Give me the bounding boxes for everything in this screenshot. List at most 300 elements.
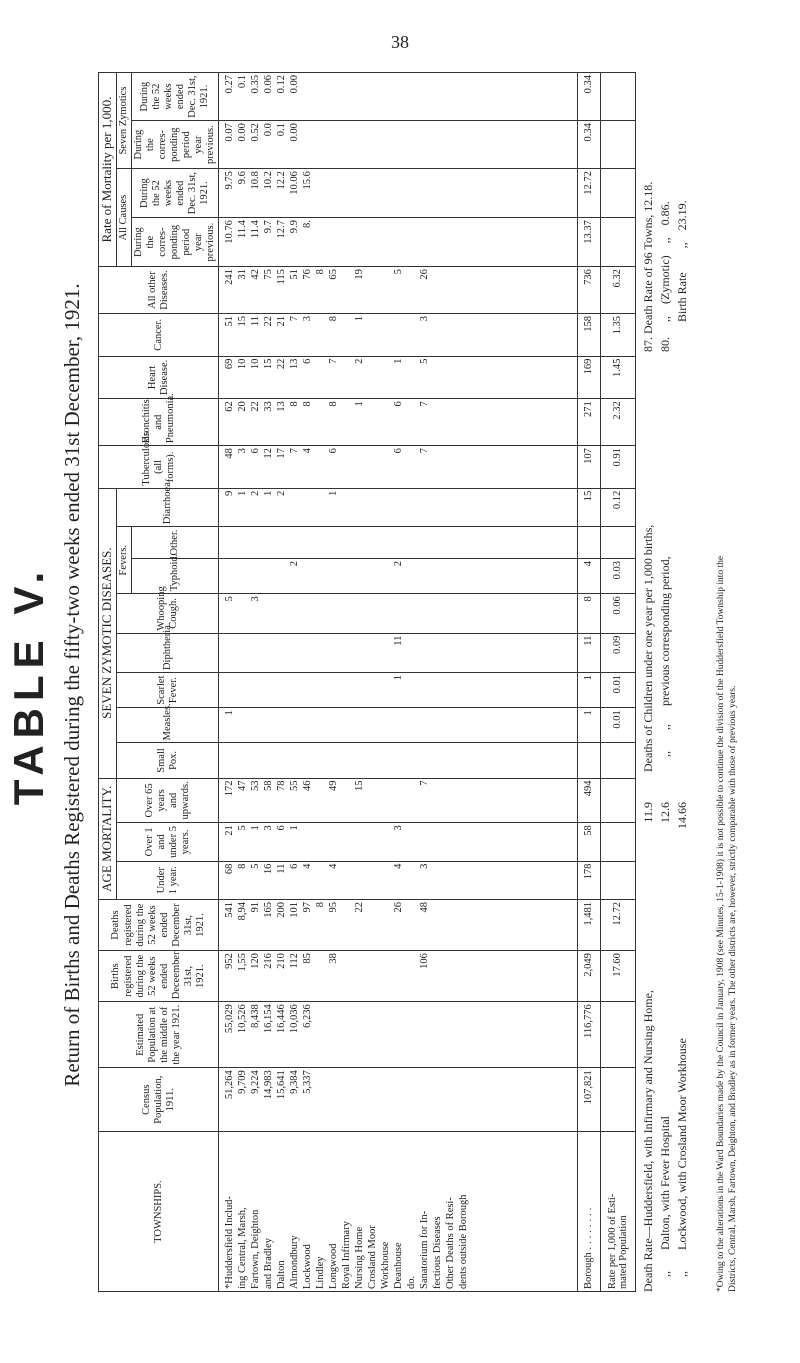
- rate-over65: [600, 778, 635, 823]
- tuberculosis-cell: [219, 446, 577, 489]
- cell-value: [340, 710, 353, 740]
- cell-value: [353, 710, 366, 740]
- cell-value: 10: [237, 358, 249, 370]
- footer-death-rate-value: 11.9: [641, 802, 655, 823]
- cell-value: 12.7: [276, 220, 288, 239]
- header-smallpox: Small Pox.: [116, 743, 219, 778]
- cell-value: 76: [302, 269, 314, 280]
- cell-value: [418, 75, 431, 118]
- cell-value: 13: [276, 401, 288, 412]
- header-tuberculosis: Tuberculosis (all forms).: [99, 446, 219, 489]
- cell-value: 0.07: [224, 123, 236, 142]
- borough-ac-cur: 12.72: [577, 169, 600, 218]
- cell-value: [314, 75, 327, 118]
- cell-value: [340, 596, 353, 630]
- cell-value: [327, 220, 340, 264]
- cell-value: [262, 596, 275, 630]
- borough-1to5: 58: [577, 823, 600, 861]
- cell-value: 3: [419, 863, 431, 869]
- cell-value: [366, 745, 379, 775]
- cell-value: [249, 561, 262, 591]
- cell-value: [418, 123, 431, 166]
- cell-value: [288, 491, 301, 524]
- cell-value: 9,709: [237, 1070, 249, 1094]
- cell-value: 51: [289, 269, 301, 280]
- cell-value: 19: [354, 269, 366, 280]
- header-deaths: Deaths registered during the 52 weeks ended December 31st, 1921.: [99, 899, 219, 950]
- cell-value: [366, 401, 379, 443]
- cell-value: 53: [250, 780, 262, 792]
- cell-value: [392, 75, 405, 118]
- cell-value: 7: [289, 315, 301, 322]
- cell-value: [340, 953, 353, 999]
- cell-value: 10.06: [289, 171, 301, 195]
- cell-value: [366, 781, 379, 821]
- cell-value: [379, 448, 392, 486]
- footer-towns-rate: Birth Rate ,, 23.19.: [675, 200, 689, 352]
- township-name: Sanatorium for In-: [419, 1210, 431, 1289]
- cell-value: 2: [393, 561, 405, 567]
- cell-value: [249, 710, 262, 740]
- cell-value: [379, 401, 392, 443]
- footer-line: [640, 72, 657, 1292]
- cell-value: 5,337: [302, 1070, 314, 1094]
- cell-value: [366, 902, 379, 948]
- cell-value: 165: [263, 901, 275, 918]
- one-to-5-cell: [219, 823, 577, 861]
- borough-ac-prev: 13.37: [577, 218, 600, 267]
- cell-value: [314, 220, 327, 264]
- cell-value: [353, 123, 366, 166]
- all-causes-prev-cell: [219, 218, 577, 267]
- cell-value: 4: [393, 863, 405, 869]
- cell-value: [223, 529, 236, 556]
- cell-value: [236, 745, 249, 775]
- all-other-cell: [219, 267, 577, 314]
- cell-value: [340, 401, 353, 443]
- cell-value: 48: [419, 901, 431, 913]
- cell-value: 1: [250, 825, 262, 831]
- header-over65: Over 65 years and upwards.: [116, 778, 219, 823]
- cell-value: [392, 1004, 405, 1065]
- cell-value: [379, 781, 392, 821]
- cell-value: [418, 710, 431, 740]
- cell-value: 5: [250, 863, 262, 869]
- cell-value: [314, 359, 327, 397]
- footer-death-rate-label: ,, Dalton, with Fever Hospital: [658, 1116, 672, 1292]
- cell-value: [366, 710, 379, 740]
- borough-row: [577, 73, 600, 1292]
- cell-value: [366, 596, 379, 630]
- cell-value: 3: [393, 825, 405, 831]
- cell-value: 1: [224, 710, 236, 716]
- cell-value: [418, 491, 431, 524]
- cell-value: [379, 864, 392, 897]
- borough-diphtheria: 11: [577, 633, 600, 672]
- header-ac-cur: During the 52 weeks ended Dec. 31st, 1921.: [132, 169, 219, 218]
- header-measles: Measles.: [116, 708, 219, 743]
- cell-value: 22: [276, 358, 288, 370]
- borough-census: 107,821: [577, 1068, 600, 1132]
- cell-value: 0.00: [237, 123, 249, 142]
- cell-value: [275, 596, 288, 630]
- cell-value: [418, 1070, 431, 1129]
- cell-value: 22: [354, 901, 366, 913]
- cell-value: 8: [315, 901, 327, 908]
- cell-value: [314, 596, 327, 630]
- cell-value: 0.00: [289, 123, 301, 142]
- cell-value: 68: [224, 863, 236, 875]
- cell-value: 7: [419, 448, 431, 454]
- borough-estimated: 116,776: [577, 1002, 600, 1068]
- cell-value: [249, 636, 262, 670]
- cell-value: [236, 710, 249, 740]
- cell-value: [327, 745, 340, 775]
- cell-value: 15: [263, 358, 275, 370]
- cell-value: [340, 1004, 353, 1065]
- cell-value: [288, 596, 301, 630]
- cell-value: [275, 675, 288, 705]
- footer-infant-label: [674, 352, 691, 772]
- cell-value: [262, 710, 275, 740]
- footer-line: [674, 72, 691, 1292]
- cell-value: [366, 171, 379, 215]
- cell-value: [275, 561, 288, 591]
- cell-value: [418, 636, 431, 670]
- cell-value: [314, 401, 327, 443]
- borough-typhoid: 4: [577, 559, 600, 594]
- page-number: 38: [391, 32, 409, 52]
- cell-value: 4: [302, 448, 314, 454]
- cell-value: [405, 1070, 418, 1129]
- cell-value: 3: [250, 596, 262, 602]
- rate-diphtheria: 0.09: [600, 633, 635, 672]
- all-causes-cur-cell: [219, 169, 577, 218]
- cell-value: 952: [224, 953, 236, 969]
- cell-value: [392, 316, 405, 354]
- cell-value: 6: [276, 825, 288, 831]
- cell-value: [327, 675, 340, 705]
- borough-smallpox: [577, 743, 600, 778]
- cell-value: [327, 561, 340, 591]
- cell-value: 10.8: [250, 171, 262, 190]
- cell-value: 8: [289, 401, 301, 407]
- rate-measles: 0.01: [600, 708, 635, 743]
- cell-value: 2: [276, 490, 288, 496]
- cell-value: [353, 1070, 366, 1129]
- township-name: Deanhouse: [393, 1242, 405, 1289]
- zymotic-prev-cell: [219, 121, 577, 169]
- cell-value: [353, 491, 366, 524]
- cell-value: [340, 675, 353, 705]
- rate-label: [600, 1132, 635, 1292]
- cell-value: [392, 1070, 405, 1129]
- cell-value: [366, 675, 379, 705]
- footer-death-rate-value: 12.6: [658, 802, 672, 823]
- cell-value: 0.1: [276, 123, 288, 137]
- cell-value: [366, 1070, 379, 1129]
- cell-value: [288, 675, 301, 705]
- cell-value: 1: [263, 490, 275, 496]
- cell-value: [353, 1004, 366, 1065]
- cell-value: [327, 1070, 340, 1129]
- cell-value: 10.2: [263, 171, 275, 190]
- header-z-cur: During the 52 weeks ended Dec. 31st, 1921.: [132, 73, 219, 121]
- cell-value: [418, 825, 431, 858]
- rate-estimated: [600, 1002, 635, 1068]
- cell-value: 11: [250, 315, 262, 327]
- header-seven-zymotics: Seven Zymotics: [116, 73, 131, 169]
- cell-value: [340, 864, 353, 897]
- cell-value: [405, 953, 418, 999]
- cell-value: 21: [276, 315, 288, 327]
- cell-value: [353, 529, 366, 556]
- cell-value: [392, 745, 405, 775]
- cell-value: [405, 269, 418, 311]
- cell-value: [418, 1004, 431, 1065]
- cancer-cell: [219, 313, 577, 356]
- cell-value: [418, 171, 431, 215]
- mortality-table: [98, 72, 636, 1292]
- cell-value: 115: [276, 269, 288, 285]
- cell-value: [314, 316, 327, 354]
- cell-value: [353, 448, 366, 486]
- footer-infant-label: Deaths of Children under one year per 1,000 births,: [641, 524, 655, 772]
- cell-value: [405, 448, 418, 486]
- cell-value: [379, 529, 392, 556]
- header-cancer: Cancer.: [99, 313, 219, 356]
- header-townships: TOWNSHIPS.: [99, 1132, 219, 1292]
- cell-value: [366, 636, 379, 670]
- borough-scarlet: 1: [577, 673, 600, 708]
- header-all-other: All other Diseases.: [99, 267, 219, 314]
- cell-value: 101: [289, 901, 301, 918]
- rate-scarlet: 0.01: [600, 673, 635, 708]
- borough-diarrhoea: 15: [577, 488, 600, 526]
- cell-value: [327, 710, 340, 740]
- cell-value: [379, 359, 392, 397]
- cell-value: [236, 636, 249, 670]
- diphtheria-cell: [219, 633, 577, 672]
- footer-death-rate-label: Death Rate—Huddersfield, with Infirmary and Nursing Home,: [641, 990, 655, 1292]
- cell-value: 10,036: [289, 1004, 301, 1034]
- rate-z-cur: [600, 73, 635, 121]
- cell-value: 9,224: [250, 1070, 262, 1094]
- cell-value: [249, 675, 262, 705]
- cell-value: [405, 710, 418, 740]
- cell-value: [405, 316, 418, 354]
- cell-value: [366, 864, 379, 897]
- header-z-prev: During the corres-ponding period year previous.: [132, 121, 219, 169]
- header-zymotic: SEVEN ZYMOTIC DISEASES.: [99, 488, 117, 778]
- township-name: Crosland Moor: [367, 1225, 379, 1289]
- cell-value: 15,641: [276, 1070, 288, 1100]
- township-name: dents outside Borough: [458, 1194, 470, 1289]
- cell-value: 2: [250, 490, 262, 496]
- borough-under1: 178: [577, 861, 600, 899]
- rate-z-prev: [600, 121, 635, 169]
- township-name: Lockwood: [302, 1244, 314, 1289]
- cell-value: 0.00: [289, 75, 301, 94]
- cell-value: [314, 561, 327, 591]
- cell-value: [301, 561, 314, 591]
- cell-value: [301, 123, 314, 166]
- cell-value: 1: [237, 490, 249, 496]
- cell-value: [262, 561, 275, 591]
- cell-value: [392, 123, 405, 166]
- cell-value: [379, 596, 392, 630]
- rate-other-fever: [600, 527, 635, 559]
- cell-value: [301, 825, 314, 858]
- cell-value: [405, 781, 418, 821]
- cell-value: [366, 75, 379, 118]
- township-name: do.: [406, 1275, 418, 1289]
- cell-value: 7: [419, 401, 431, 407]
- cell-value: 8,94: [237, 901, 249, 921]
- cell-value: [353, 864, 366, 897]
- footer-death-rate-value: 14.66: [675, 802, 689, 829]
- cell-value: [340, 491, 353, 524]
- cell-value: 0.52: [250, 123, 262, 142]
- cell-value: 9.9: [289, 220, 301, 234]
- cell-value: 5: [419, 358, 431, 364]
- cell-value: [353, 745, 366, 775]
- cell-value: [275, 745, 288, 775]
- cell-value: 69: [224, 358, 236, 370]
- cell-value: [288, 745, 301, 775]
- rate-ac-prev: [600, 218, 635, 267]
- cell-value: [405, 745, 418, 775]
- rate-smallpox: [600, 743, 635, 778]
- cell-value: [392, 220, 405, 264]
- cell-value: [275, 710, 288, 740]
- cell-value: [301, 745, 314, 775]
- township-name: Fartown, Deighton: [250, 1209, 262, 1289]
- header-typhoid: Typhoid.: [132, 559, 219, 594]
- cell-value: 10: [250, 358, 262, 370]
- rate-births: 17.60: [600, 951, 635, 1002]
- cell-value: [340, 825, 353, 858]
- cell-value: [353, 675, 366, 705]
- cell-value: [288, 710, 301, 740]
- cell-value: [392, 491, 405, 524]
- cell-value: 9,384: [289, 1070, 301, 1094]
- borough-label-text: Borough: [583, 1252, 595, 1289]
- cell-value: 120: [250, 953, 262, 969]
- cell-value: 241: [224, 269, 236, 285]
- header-diarrhoea: Diarrhoea.: [116, 488, 219, 526]
- borough-z-cur: 0.34: [577, 73, 600, 121]
- census-cell: [219, 1068, 577, 1132]
- cell-value: [405, 636, 418, 670]
- cell-value: 2: [354, 358, 366, 364]
- cell-value: 11: [393, 635, 405, 646]
- under1-cell: [219, 861, 577, 899]
- cell-value: 10,526: [237, 1004, 249, 1034]
- cell-value: [379, 902, 392, 948]
- cell-value: [405, 359, 418, 397]
- cell-value: 6: [328, 448, 340, 454]
- heart-cell: [219, 356, 577, 399]
- cell-value: [418, 561, 431, 591]
- header-age-mortality: AGE MORTALITY.: [99, 778, 117, 899]
- cell-value: [275, 529, 288, 556]
- cell-value: [405, 825, 418, 858]
- cell-value: [223, 745, 236, 775]
- cell-value: [314, 123, 327, 166]
- cell-value: [405, 401, 418, 443]
- cell-value: 4: [328, 863, 340, 869]
- cell-value: [366, 316, 379, 354]
- cell-value: 55,029: [224, 1004, 236, 1034]
- cell-value: 9: [224, 490, 236, 496]
- cell-value: [353, 171, 366, 215]
- cell-value: [288, 636, 301, 670]
- cell-value: 3: [263, 825, 275, 831]
- cell-value: 38: [328, 953, 340, 964]
- cell-value: [366, 269, 379, 311]
- cell-value: [405, 675, 418, 705]
- township-name: Lindley: [315, 1256, 327, 1289]
- scarlet-cell: [219, 673, 577, 708]
- cell-value: [236, 596, 249, 630]
- header-diphtheria: Diphtheria.: [116, 633, 219, 672]
- table-label: TABLE V.: [5, 564, 52, 806]
- header-1to5: Over 1 and under 5 years.: [116, 823, 219, 861]
- cell-value: [340, 220, 353, 264]
- header-other-fever: Other.: [132, 527, 219, 559]
- cell-value: [314, 781, 327, 821]
- cell-value: [262, 529, 275, 556]
- cell-value: [379, 675, 392, 705]
- cell-value: [314, 953, 327, 999]
- cell-value: [405, 596, 418, 630]
- borough-over65: 494: [577, 778, 600, 823]
- cell-value: [275, 636, 288, 670]
- cell-value: 97: [302, 901, 314, 913]
- cell-value: [405, 220, 418, 264]
- footer-line: [657, 72, 674, 1292]
- cell-value: [327, 123, 340, 166]
- cell-value: 3: [419, 315, 431, 322]
- cell-value: [236, 529, 249, 556]
- zymotic-cur-cell: [219, 73, 577, 121]
- cell-value: [366, 491, 379, 524]
- cell-value: 15.6: [302, 171, 314, 190]
- cell-value: [301, 529, 314, 556]
- cell-value: 15: [354, 780, 366, 792]
- cell-value: [223, 675, 236, 705]
- cell-value: [366, 561, 379, 591]
- cell-value: 9.6: [237, 171, 249, 185]
- rate-cancer: 1.35: [600, 313, 635, 356]
- cell-value: [301, 710, 314, 740]
- cell-value: [236, 561, 249, 591]
- cell-value: [314, 171, 327, 215]
- cell-value: [418, 529, 431, 556]
- cell-value: [418, 596, 431, 630]
- cell-value: 49: [328, 780, 340, 792]
- header-census: Census Population, 1911.: [99, 1068, 219, 1132]
- cell-value: 9.7: [263, 220, 275, 234]
- cell-value: [301, 75, 314, 118]
- rate-bronchitis: 2.32: [600, 399, 635, 446]
- cell-value: 1: [393, 675, 405, 681]
- cell-value: [353, 953, 366, 999]
- cell-value: [418, 675, 431, 705]
- cell-value: 172: [224, 780, 236, 797]
- cell-value: [327, 75, 340, 118]
